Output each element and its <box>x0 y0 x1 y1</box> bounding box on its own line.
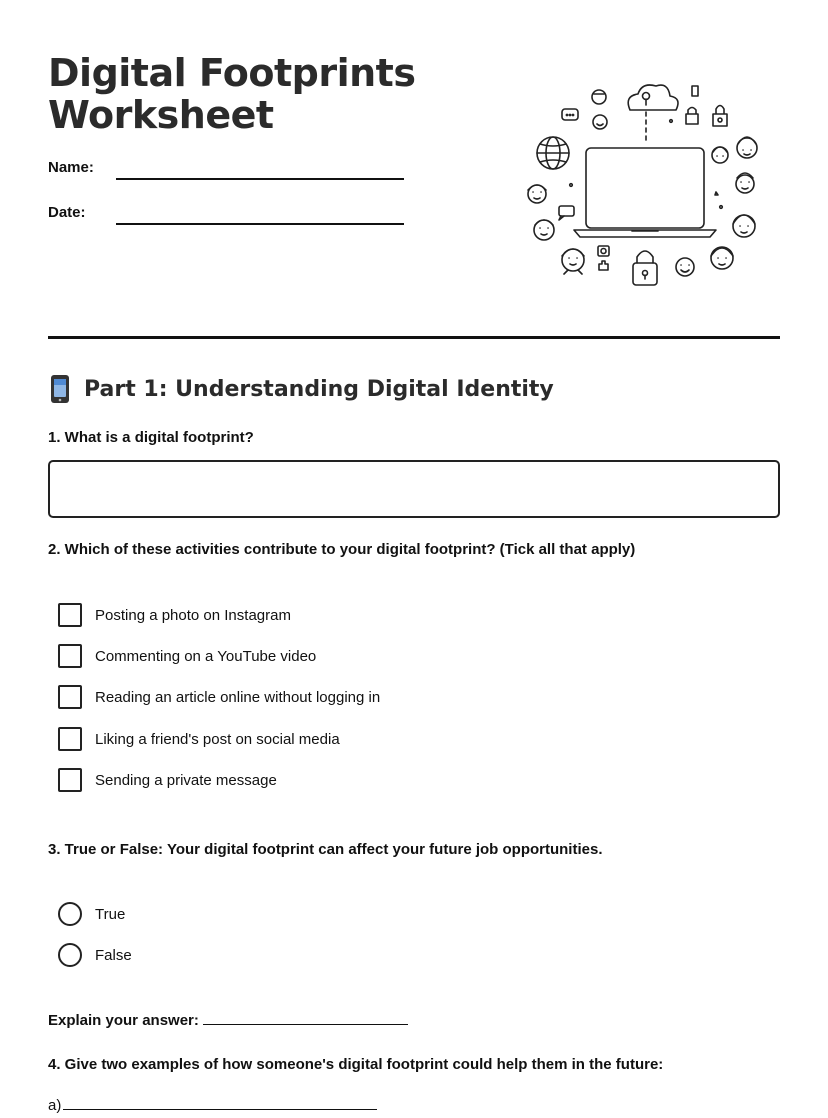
option-label: Posting a photo on Instagram <box>95 606 291 624</box>
laptop-icon <box>574 148 716 237</box>
q2-option-2[interactable] <box>58 644 316 668</box>
option-label: Sending a private message <box>95 771 277 789</box>
avatar-icons <box>592 86 727 129</box>
answer-a-line[interactable] <box>63 1097 377 1110</box>
q1-answer-box[interactable] <box>48 460 780 518</box>
people-faces-right <box>711 137 757 269</box>
question-3: 3. True or False: Your digital footprint can affect your future job opportunities. <box>48 841 603 858</box>
explain-line[interactable] <box>203 1012 408 1025</box>
checkbox[interactable] <box>58 685 82 709</box>
part1-heading <box>48 374 554 404</box>
name-line[interactable] <box>116 178 404 180</box>
q2-option-1[interactable] <box>58 603 291 627</box>
question-1: 1. What is a digital footprint? <box>48 429 254 446</box>
q2-option-5[interactable] <box>58 768 277 792</box>
checkbox[interactable] <box>58 768 82 792</box>
name-field[interactable] <box>48 159 408 183</box>
title-line-2: Worksheet <box>48 93 274 137</box>
worksheet-title <box>48 52 415 136</box>
checkbox[interactable] <box>58 727 82 751</box>
part1-title: Part 1: Understanding Digital Identity <box>84 376 554 402</box>
explain-label: Explain your answer: <box>48 1012 199 1029</box>
mobile-phone-icon <box>48 374 72 404</box>
checkbox[interactable] <box>58 644 82 668</box>
option-label: False <box>95 946 132 964</box>
date-line[interactable] <box>116 223 404 225</box>
answer-a-label: a) <box>48 1097 62 1114</box>
cloud-lock-icon <box>628 85 678 142</box>
q4-answer-a[interactable] <box>48 1097 377 1114</box>
option-label: True <box>95 905 126 923</box>
option-label: Liking a friend's post on social media <box>95 730 340 748</box>
question-2: 2. Which of these activities contribute to your digital footprint? (Tick all that apply) <box>48 541 636 558</box>
q3-option-false[interactable] <box>58 943 132 967</box>
name-label: Name: <box>48 159 94 176</box>
option-label: Commenting on a YouTube video <box>95 647 317 665</box>
misc-icons <box>570 120 723 270</box>
option-label: Reading an article online without logging in <box>95 688 381 706</box>
globe-icon <box>537 137 569 169</box>
radio-button[interactable] <box>58 943 82 967</box>
digital-identity-illustration <box>520 80 770 295</box>
q2-option-4[interactable] <box>58 727 340 751</box>
checkbox[interactable] <box>58 603 82 627</box>
title-line-1: Digital Footprints <box>48 51 416 95</box>
section-divider <box>48 336 780 339</box>
chat-bubble-icon <box>559 109 578 220</box>
date-label: Date: <box>48 204 86 221</box>
padlock-icon <box>633 251 657 285</box>
q2-option-3[interactable] <box>58 685 380 709</box>
q3-option-true[interactable] <box>58 902 125 926</box>
radio-button[interactable] <box>58 902 82 926</box>
date-field[interactable] <box>48 204 408 228</box>
question-4: 4. Give two examples of how someone's digital footprint could help them in the future: <box>48 1056 664 1073</box>
explain-answer-field[interactable] <box>48 1012 408 1029</box>
